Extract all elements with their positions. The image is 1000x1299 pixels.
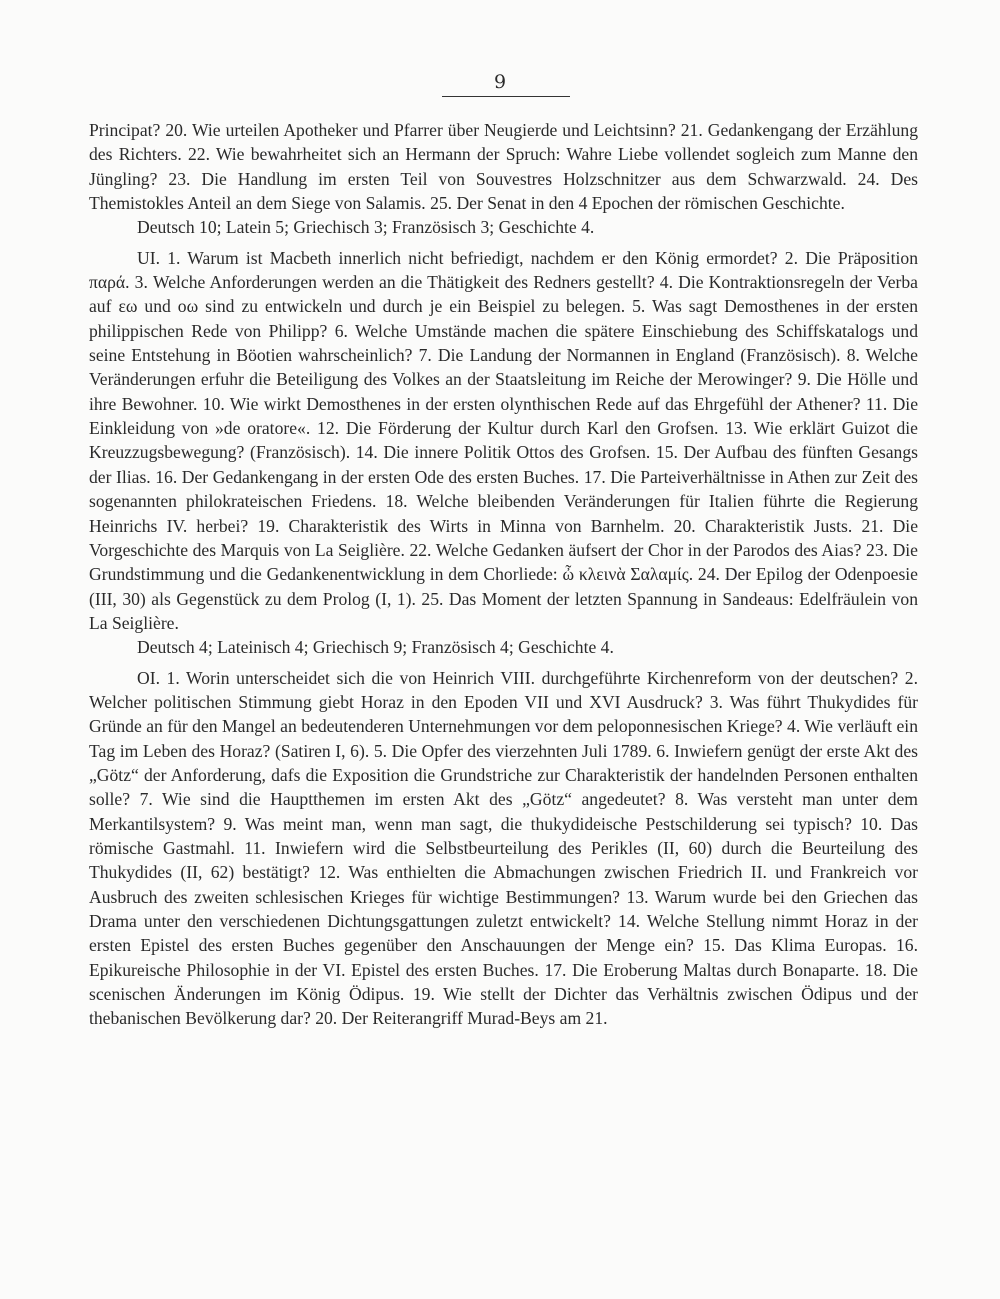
header-rule [442, 96, 570, 97]
paragraph-hours-UI: Deutsch 4; Lateinisch 4; Griechisch 9; Französisch 4; Geschichte 4. [137, 637, 614, 658]
paragraph-topics-OI: OI. 1. Worin unterscheidet sich die von Heinrich VIII. durchgeführte Kirchenreform von der deutschen? 2. Welcher politischen Stimmung giebt Horaz in den Epoden VII und XVI Ausdruck? 3. Was führt Thukydides für Gründe an für den Mangel an bedeutenderen Unternehmungen vor dem peloponnesischen Kriege? 4. Wie verläuft ein Tag im Leben des Horaz? (Satiren I, 6). 5. Die Opfer des vierzehnten Juli 1789. 6. Inwiefern genügt der erste Akt des „Götz“ der Anforderung, dafs die Exposition die Grundstriche zur Charakteristik der handelnden Personen enthalten solle? 7. Wie sind die Hauptthemen im ersten Akt des „Götz“ angedeutet? 8. Was versteht man unter dem Merkantilsystem? 9. Was meint man, wenn man sagt, die thukydideische Pestschilderung sei typisch? 10. Das römische Gastmahl. 11. Inwiefern wird die Selbstbeurteilung des Perikles (II, 60) durch die Beurteilung des Thukydides (II, 62) bestätigt? 12. Was enthielten die Abmachungen zwischen Friedrich II. und Frankreich vor Ausbruch des zweiten schlesischen Krieges für wichtige Bestimmungen? 13. Warum wurde bei den Griechen das Drama unter den verschiedenen Dichtungsgattungen zuletzt entwickelt? 14. Welche Stellung nimmt Horaz in der ersten Epistel des ersten Buches gegenüber den Anschauungen der Menge ein? 15. Das Klima Europas. 16. Epikureische Philosophie in der VI. Epistel des ersten Buches. 17. Die Eroberung Maltas durch Bonaparte. 18. Die scenischen Änderungen im König Ödipus. 19. Wie stellt der Dichter das Verhältnis zwischen Ödipus und der thebanischen Bevölkerung dar? 20. Der Reiterangriff Murad-Beys am 21. [89, 667, 918, 1029]
body-text [89, 118, 918, 1031]
paragraph-topics-UI: UI. 1. Warum ist Macbeth innerlich nicht befriedigt, nachdem er den König ermordet? 2. Die Präposition παρά. 3. Welche Anforderungen werden an die Thätigkeit des Redners gestellt? 4. Die Kontraktionsregeln der Verba auf εω und οω sind zu entwickeln und durch je ein Beispiel zu belegen. 5. Was sagt Demosthenes in der ersten philippischen Rede von Philipp? 6. Welche Umstände machen die spätere Einschiebung des Schiffskatalogs und seine Entstehung in Böotien wahrscheinlich? 7. Die Landung der Normannen in England (Französisch). 8. Welche Veränderungen erfuhr die Beteiligung des Volkes an der Staatsleitung im Reiche der Merowinger? 9. Die Hölle und ihre Bewohner. 10. Wie wirkt Demosthenes in der ersten olynthischen Rede auf das Ehrgefühl der Athener? 11. Die Einkleidung von »de oratore«. 12. Die Förderung der Kultur durch Karl den Grofsen. 13. Wie erklärt Guizot die Kreuzzugsbewegung? (Französisch). 14. Die innere Politik Ottos des Grofsen. 15. Der Aufbau des fünften Gesangs der Ilias. 16. Der Gedankengang in der ersten Ode des ersten Buches. 17. Die Parteiverhältnisse in Athen zur Zeit des sogenannten philokrateischen Friedens. 18. Welche bleibenden Veränderungen für Italien führte die Regierung Heinrichs IV. herbei? 19. Charakteristik des Wirts in Minna von Barnhelm. 20. Charakteristik Justs. 21. Die Vorgeschichte des Marquis von La Seiglière. 22. Welche Gedanken äufsert der Chor in der Parodos des Aias? 23. Die Grundstimmung und die Gedankenentwicklung in dem Chorliede: ὦ κλεινὰ Σαλαμίς. 24. Der Epilog der Odenpoesie (III, 30) als Gegenstück zu dem Prolog (I, 1). 25. Das Moment der letzten Spannung in Sandeaus: Edelfräulein von La Seiglière. [89, 247, 918, 633]
paragraph-topics-continued: Principat? 20. Wie urteilen Apotheker und Pfarrer über Neugierde und Leichtsinn? 21. Gedankengang der Erzählung des Richters. 22. Wie bewahrheitet sich an Hermann der Spruch: Wahre Liebe vollendet sogleich zum Manne den Jüngling? 23. Die Handlung im ersten Teil von Souvestres Holzschnitzer aus dem Schwarzwald. 24. Des Themistokles Anteil an dem Siege von Salamis. 25. Der Senat in den 4 Epochen der römischen Geschichte. [89, 120, 918, 214]
page-number: 9 [493, 71, 507, 93]
paragraph-hours-UII: Deutsch 10; Latein 5; Griechisch 3; Französisch 3; Geschichte 4. [137, 217, 595, 238]
